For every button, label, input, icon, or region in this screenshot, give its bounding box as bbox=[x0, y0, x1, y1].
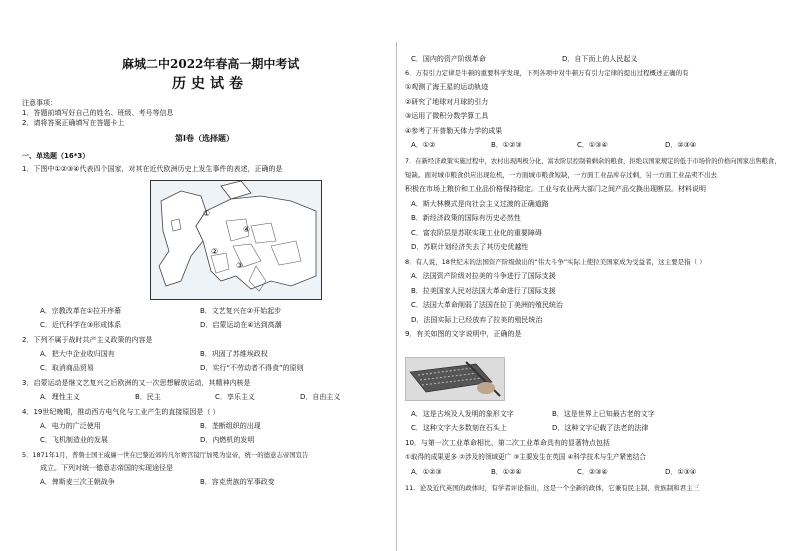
q9-stem: 9．有关如图的文字说明中，正确的是 bbox=[405, 330, 522, 338]
q4-option-a: A．电力的广泛使用 bbox=[40, 422, 101, 430]
q6-option-b: B．①②③ bbox=[491, 141, 522, 149]
q8-option-d: D．法国实际上已经放弃了拉美的殖民统治 bbox=[411, 316, 543, 324]
q7-stem-line-1: 7．在新经济政策实施过程中，农村出现两极分化，富农阶层控制着剩余的粮食，拒绝以国家规定的低于市场价的价格向国家出售粮食， bbox=[405, 158, 781, 165]
q8-stem: 8．有人说，18世纪末的法国资产阶级做出的“伟大斗争”实际上使拉美国家成为受益者，这主要是指（ ） bbox=[405, 258, 706, 266]
q8-option-b: B．拉美国家人民对法国大革命进行了国际支援 bbox=[411, 287, 556, 295]
map-label-2: ② bbox=[211, 247, 219, 256]
q1-option-c: C．近代科学在③形成体系 bbox=[40, 321, 122, 329]
q6-item-2: ②研究了地球对月球的引力 bbox=[405, 98, 489, 106]
q5-option-d: D．自下而上的人民起义 bbox=[562, 55, 638, 63]
q9-option-a: A．这是古埃及人发明的象形文字 bbox=[411, 410, 514, 418]
q10-option-d: D．①③④ bbox=[665, 468, 697, 476]
q4-option-c: C．飞机制造业的发展 bbox=[40, 436, 108, 444]
q2-option-b: B．巩固了苏维埃政权 bbox=[200, 350, 268, 358]
q3-option-a: A．理性主义 bbox=[40, 393, 80, 401]
exam-title: 麻城二中2022年春高一期中考试 bbox=[122, 57, 300, 71]
q1-option-d: D．启蒙运动在④达到高潮 bbox=[200, 321, 282, 329]
q3-stem: 3．启蒙运动是继文艺复兴之后欧洲的又一次思想解放运动，其精神内核是 bbox=[22, 379, 251, 387]
q8-option-a: A．法国资产阶级对拉美的斗争进行了国际支援 bbox=[411, 272, 556, 280]
q5-stem-line-2: 成立。下列对统一德意志帝国的实现途径是 bbox=[40, 464, 173, 472]
q2-option-d: D．实行“不劳动者不得食”的原则 bbox=[200, 364, 304, 372]
europe-map bbox=[150, 180, 322, 300]
note-2: 2．请将答案正确填写在答题卡上 bbox=[22, 119, 125, 127]
q5-option-c: C．国内的资产阶级革命 bbox=[411, 55, 486, 63]
q6-option-c: C．①③④ bbox=[577, 141, 608, 149]
clay-tablet-drawing bbox=[406, 358, 504, 400]
q5-stem-line-1: 5．1871年1月，普鲁士国王威廉一世在巴黎近郊的凡尔赛宫镜厅加冕为皇帝，统一的德意志帝国宣告 bbox=[22, 451, 309, 459]
q4-option-d: D．内燃机的发明 bbox=[200, 436, 255, 444]
q11-stem: 11．论及近代英国的政体时，有学者评论指出，这是一个全新的政体，它兼有民主制、贵族制和君主三 bbox=[405, 484, 700, 492]
q2-option-a: A．把大中企业收归国有 bbox=[40, 350, 115, 358]
q1-option-a: A．宗教改革在①拉开序幕 bbox=[40, 307, 122, 315]
q7-option-c: C．富农阶层是苏联实现工业化的重要障碍 bbox=[411, 229, 542, 237]
map-label-1: ① bbox=[203, 209, 211, 218]
section-title: 第I卷（选择题） bbox=[175, 134, 234, 143]
q8-option-c: C．法国大革命削弱了法国在拉丁美洲的殖民统治 bbox=[411, 301, 563, 309]
clay-tablet-photo bbox=[405, 357, 505, 401]
q1-option-b: B．文艺复兴在②开始起步 bbox=[200, 307, 282, 315]
q7-stem-line-2: 短缺。面对城市粮食供应出现危机，一方面城市粮食短缺，一方面工业品库存过剩，另一方面工业品卖不出去 bbox=[405, 171, 717, 179]
q10-option-b: B．①②④ bbox=[491, 468, 522, 476]
note-1: 1．答题前填写好自己的姓名、班级、考号等信息 bbox=[22, 109, 174, 117]
q10-items: ①取得的成果更多 ②涉及的领域更广 ③主要发生在英国 ④科学技术与生产紧密结合 bbox=[405, 453, 646, 461]
map-label-3: ③ bbox=[236, 261, 244, 270]
q4-stem: 4．19世纪晚期，推动西方电气化与工业产生的直接原因是（ ） bbox=[22, 408, 220, 416]
q10-option-a: A．①②③ bbox=[411, 468, 442, 476]
q4-option-b: B．垄断组织的出现 bbox=[200, 422, 261, 430]
q6-option-d: D．②③④ bbox=[665, 141, 697, 149]
notes-heading: 注意事项： bbox=[22, 99, 57, 107]
subject-title: 历史试卷 bbox=[172, 76, 248, 92]
q3-option-d: D．自由主义 bbox=[300, 393, 341, 401]
column-divider bbox=[396, 42, 397, 551]
q5-option-b: B．容克贵族的军事政变 bbox=[200, 478, 275, 486]
q3-option-b: B．民主 bbox=[135, 393, 161, 401]
part-title: 一、单选题（16*3） bbox=[22, 152, 90, 160]
q9-option-c: C．这种文字大多数刻在石头上 bbox=[411, 424, 507, 432]
q9-option-d: D．这种文字记载了法老的法律 bbox=[552, 424, 649, 432]
q6-item-4: ④参考了开普勒天体力学的成果 bbox=[405, 127, 503, 135]
q6-stem: 6．万有引力定律是牛顿的重要科学发现，下列各项中对牛顿万有引力定律的提出过程概述正确的有 bbox=[405, 69, 689, 77]
q9-option-b: B．这是世界上已知最古老的文字 bbox=[552, 410, 655, 418]
q7-option-a: A．斯大林模式是向社会主义过渡的正确道路 bbox=[411, 200, 549, 208]
q10-stem: 10．与第一次工业革命相比，第二次工业革命具有的显著特点包括 bbox=[405, 439, 610, 447]
q10-option-c: C．②③④ bbox=[577, 468, 608, 476]
europe-map-drawing bbox=[151, 181, 321, 299]
q5-option-a: A．俾斯麦三次王朝战争 bbox=[40, 478, 115, 486]
q7-stem-line-3: 积极在市场上粮价和工业品价格保持稳定。工业与农业两大部门之间产品交换出现断层。材料说明 bbox=[405, 185, 706, 193]
q3-option-c: C．享乐主义 bbox=[215, 393, 255, 401]
q2-stem: 2．下列不属于战时共产主义政策的内容是 bbox=[22, 336, 153, 344]
q6-item-3: ③运用了微积分数学算工具 bbox=[405, 112, 489, 120]
q1-stem: 1．下图中①②③④代表四个国家，对其在近代欧洲历史上发生事件的表述，正确的是 bbox=[22, 165, 283, 173]
q6-item-1: ①观测了海王星的运动轨迹 bbox=[405, 83, 489, 91]
map-label-4: ④ bbox=[243, 225, 251, 234]
q6-option-a: A．①② bbox=[411, 141, 436, 149]
q7-option-d: D．苏联计划经济失去了其历史优越性 bbox=[411, 243, 529, 251]
q2-option-c: C．取消商品贸易 bbox=[40, 364, 94, 372]
q7-option-b: B．新经济政策的国际有历史必然性 bbox=[411, 214, 521, 222]
